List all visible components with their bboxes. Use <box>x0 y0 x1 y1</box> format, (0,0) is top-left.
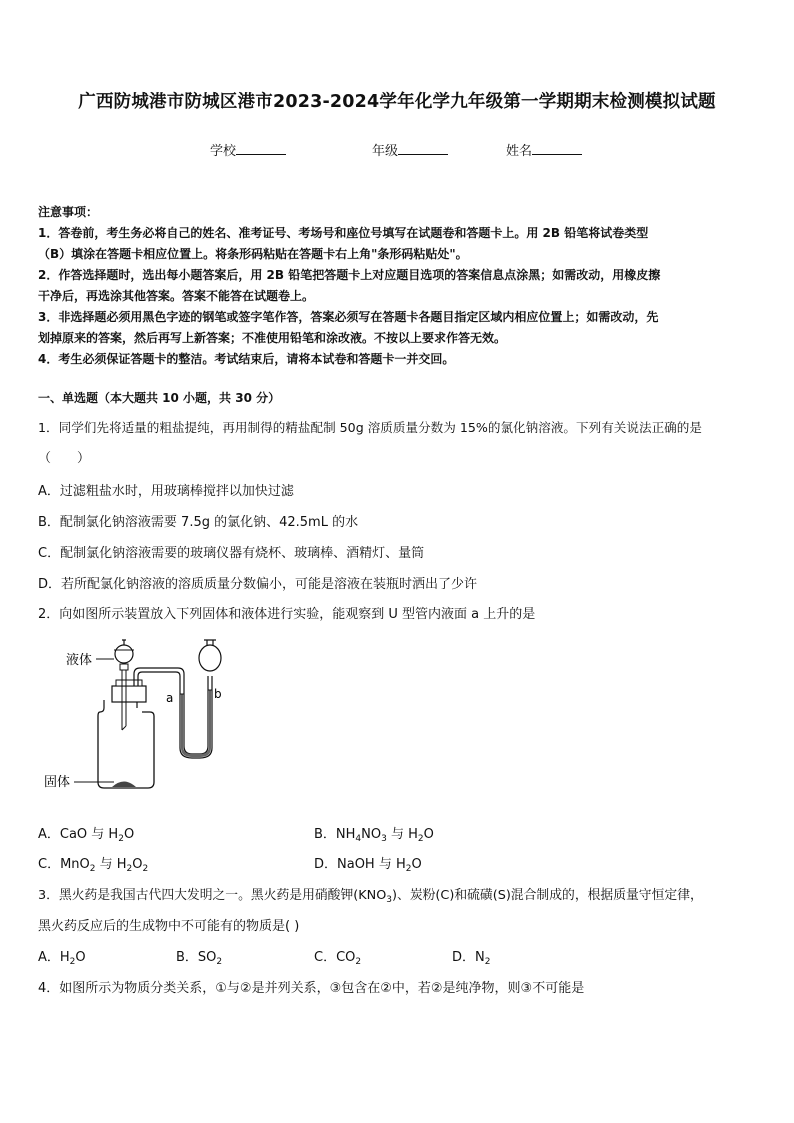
grade-label: 年级 <box>372 144 399 159</box>
solid-label: 固体 <box>44 775 71 790</box>
name-field <box>506 140 582 159</box>
q2-stem: 2．向如图所示装置放入下列固体和液体进行实验，能观察到 U 型管内液面 a 上升的是 <box>38 607 536 622</box>
funnel-bulb <box>115 645 133 663</box>
q2-option-b: B．$NH_4NO_3$ 与 $H_2O$ <box>314 827 434 844</box>
q4-stem: 4．如图所示为物质分类关系，①与②是并列关系，③包含在②中，若②是纯净物，则③不可能是 <box>38 981 585 996</box>
connecting-tube-inner <box>138 672 212 758</box>
q2-option-d: D．NaOH 与 $H_2O$ <box>314 857 422 874</box>
q1-option-d: D．若所配氯化钠溶液的溶质质量分数偏小，可能是溶液在装瓶时洒出了少许 <box>38 577 478 592</box>
school-field <box>210 140 286 159</box>
q3-stem-line2: 黑火药反应后的生成物中不可能有的物质是( ) <box>38 919 300 934</box>
school-blank <box>236 142 286 155</box>
stopcock <box>120 664 128 670</box>
q1-option-b: B．配制氯化钠溶液需要 7.5g 的氯化钠、42.5mL 的水 <box>38 515 359 530</box>
note-line: （B）填涂在答题卡相应位置上。将条形码粘贴在答题卡右上角"条形码粘贴处"。 <box>38 247 468 261</box>
q2-option-c: C．MnO$_2$ 与 $H_2O_2$ <box>38 857 149 874</box>
note-line: 1．答卷前，考生务必将自己的姓名、准考证号、考场号和座位号填写在试题卷和答题卡上。用 2B 铅笔将试卷类型 <box>38 226 649 240</box>
liquid-label: 液体 <box>66 653 93 668</box>
q3-option-c: C．$CO_2$ <box>314 950 362 967</box>
connecting-tube-outer <box>134 668 208 754</box>
solid-heap <box>112 782 136 788</box>
stopper <box>112 686 146 702</box>
q3-option-d: D．$N_2$ <box>452 950 491 967</box>
note-line: 干净后，再选涂其他答案。答案不能答在试题卷上。 <box>38 289 315 303</box>
note-line: 3．非选择题必须用黑色字迹的钢笔或签字笔作答，答案必须写在答题卡各题目指定区域内相应位置上；如需改动，先 <box>38 310 659 324</box>
page-title: 广西防城港市防城区港市2023-2024学年化学九年级第一学期期末检测模拟试题 <box>78 92 716 112</box>
funnel-tip <box>122 726 126 730</box>
label-a: a <box>166 691 174 705</box>
school-label: 学校 <box>210 144 237 159</box>
q3-option-a: A．$H_2O$ <box>38 950 86 967</box>
name-blank <box>532 142 582 155</box>
q2-option-a: A．CaO 与 $H_2O$ <box>38 827 135 844</box>
name-label: 姓名 <box>506 144 533 159</box>
q3-stem-line1: 3．黑火药是我国古代四大发明之一。黑火药是用硝酸钾$(KNO_3)$、炭粉(C)和硫磺(S)混合制成的，根据质量守恒定律， <box>38 888 703 905</box>
note-line: 4．考生必须保证答题卡的整洁。考试结束后，请将本试卷和答题卡一并交回。 <box>38 352 455 366</box>
note-line: 划掉原来的答案，然后再写上新答案；不准使用铅笔和涂改液。不按以上要求作答无效。 <box>38 331 507 345</box>
apparatus-figure <box>38 630 248 800</box>
u-tube-bulb <box>199 645 221 671</box>
funnel-neck <box>122 640 126 645</box>
u-tube-liquid <box>181 690 211 757</box>
q1-option-c: C．配制氯化钠溶液需要的玻璃仪器有烧杯、玻璃棒、酒精灯、量筒 <box>38 546 425 561</box>
section-title: 一、单选题（本大题共 10 小题，共 30 分） <box>38 391 281 405</box>
q1-option-a: A．过滤粗盐水时，用玻璃棒搅拌以加快过滤 <box>38 484 294 499</box>
note-line: 2．作答选择题时，选出每小题答案后，用 2B 铅笔把答题卡上对应题目选项的答案信息点涂黑；如需改动，用橡皮擦 <box>38 268 661 282</box>
q1-stem: 1．同学们先将适量的粗盐提纯，再用制得的精盐配制 50g 溶质质量分数为 15%的氯化钠溶液。下列有关说法正确的是 <box>38 420 702 435</box>
grade-blank <box>398 142 448 155</box>
q1-stem-paren: （ ） <box>38 451 91 466</box>
q3-option-b: B．$SO_2$ <box>176 950 223 967</box>
grade-field <box>372 140 448 159</box>
notes-heading: 注意事项： <box>38 205 99 219</box>
label-b: b <box>214 687 222 701</box>
